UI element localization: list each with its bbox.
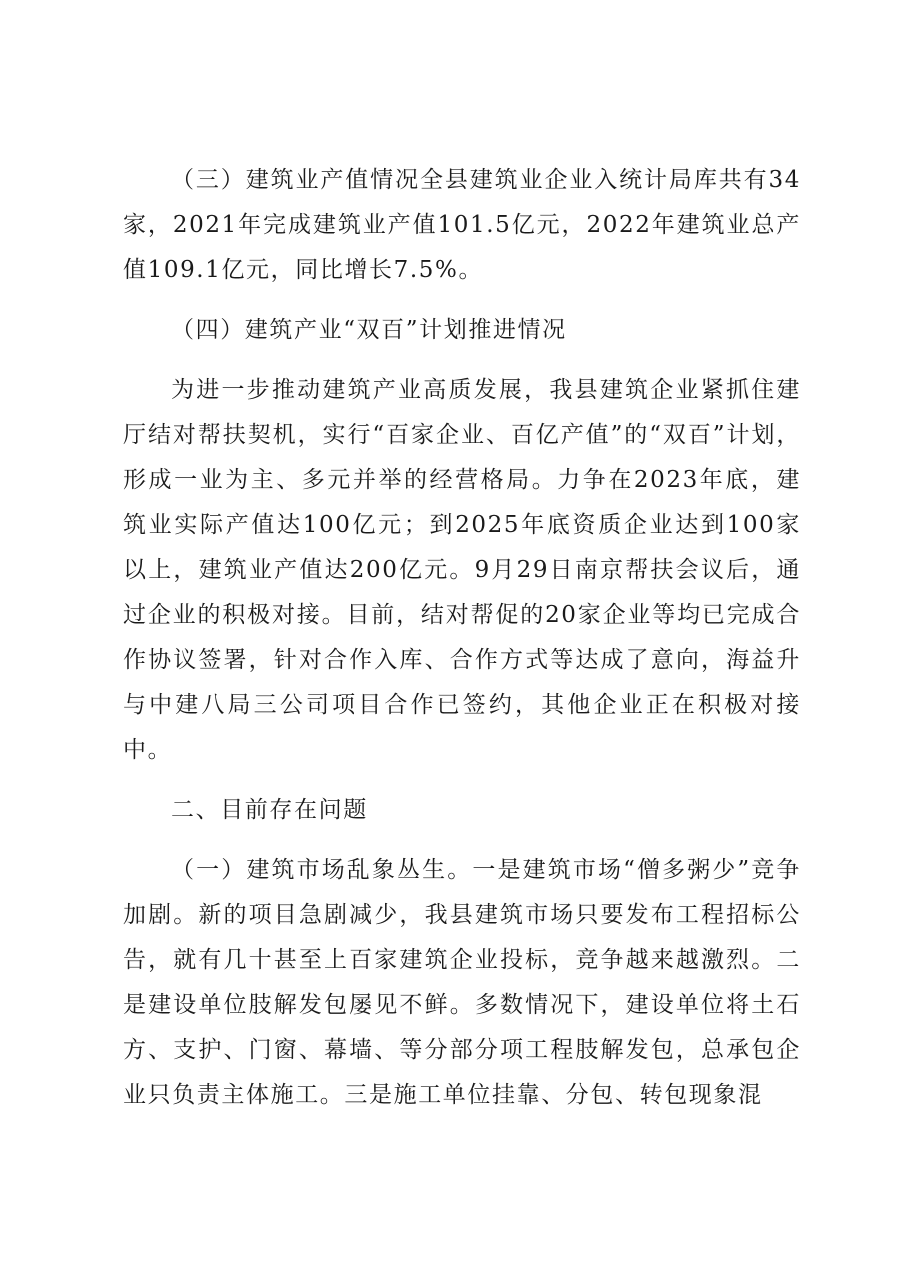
subheading-double-hundred-plan: （四）建筑产业“双百”计划推进情况 [171,317,567,343]
paragraph-construction-output: （三）建筑业产值情况全县建筑业企业入统计局库共有34家，2021年完成建筑业产值101.5亿元，2022年建筑业总产值109.1亿元，同比增长7.5%。 [123,167,801,283]
document-body [123,158,801,1133]
paragraph-market-chaos: （一）建筑市场乱象丛生。一是建筑市场“僧多粥少”竞争加剧。新的项目急剧减少，我县建筑市场只要发布工程招标公告，就有几十甚至上百家建筑企业投标，竞争越来越激烈。二是建设单位肢解发包屡见不鲜。多数情况下，建设单位将土石方、支护、门窗、幕墙、等分部分项工程肢解发包，总承包企业只负责主体施工。三是施工单位挂靠、分包、转包现象混 [123,857,801,1108]
paragraph-double-hundred-plan: 为进一步推动建筑产业高质发展，我县建筑企业紧抓住建厅结对帮扶契机，实行“百家企业、百亿产值”的“双百”计划，形成一业为主、多元并举的经营格局。力争在2023年底，建筑业实际产值达100亿元；到2025年底资质企业达到100家以上，建筑业产值达200亿元。9月29日南京帮扶会议后，通过企业的积极对接。目前，结对帮促的20家企业等均已完成合作协议签署，针对合作入库、合作方式等达成了意向，海益升与中建八局三公司项目合作已签约，其他企业正在积极对接中。 [123,377,801,763]
section-heading-problems: 二、目前存在问题 [171,797,368,823]
